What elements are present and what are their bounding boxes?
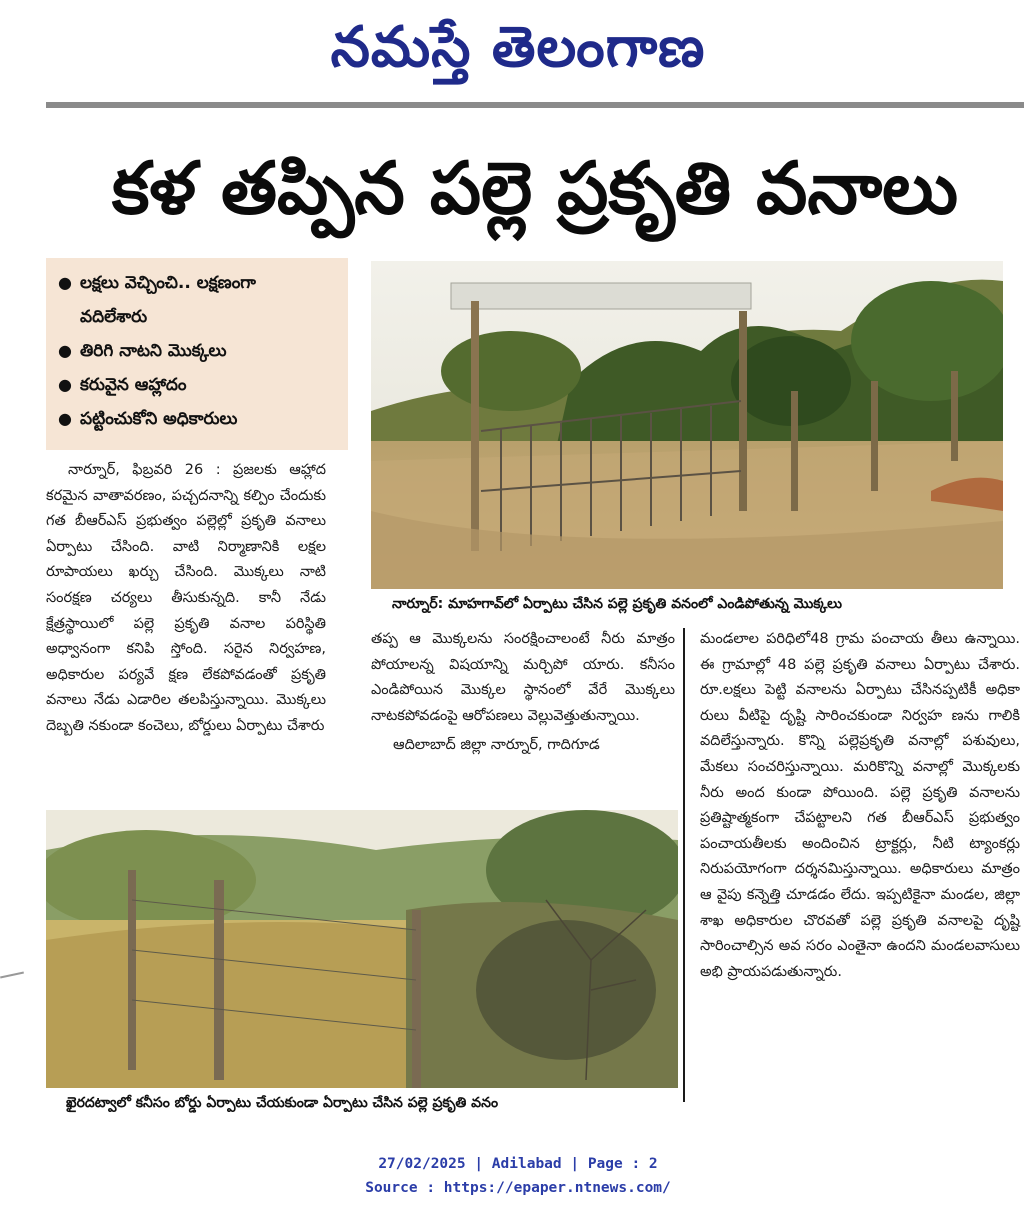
article-paragraph: తప్ప ఆ మొక్కలను సంరక్షించాలంటే నీరు మాత్రం పోయాలన్న విషయాన్ని మర్చిపో యారు. కనీసం ఎండిపోయిన మొక్కల స్థానంలో వేరే మొక్కలు నాటకపోవడంపై ఆరోపణలు వెల్లువెత్తుతున్నాయి. <box>371 631 675 724</box>
photo-khairdatwa-park <box>46 810 678 1088</box>
highlight-item <box>58 402 338 436</box>
highlight-text: పట్టించుకోని అధికారులు <box>80 409 238 429</box>
article-column-3 <box>700 627 1020 985</box>
photo-khairdatwa-image <box>46 810 678 1088</box>
photo-caption-top: నార్నూర్: మాహగావ్‌లో ఏర్పాటు చేసిన పల్లె ప్రకృతి వనంలో ఎండిపోతున్న మొక్కలు <box>392 596 842 612</box>
highlight-text: కరువైన ఆహ్లాదం <box>80 375 187 395</box>
newspaper-masthead: నమస్తే తెలంగాణ <box>330 14 706 80</box>
photo-caption-bottom: ఖైరదట్వాలో కనీసం బోర్డు ఏర్పాటు చేయకుండా ఏర్పాటు చేసిన పల్లె ప్రకృతి వనం <box>66 1095 499 1111</box>
column-separator <box>683 628 685 1102</box>
scan-edge-mark <box>0 972 24 979</box>
highlight-text: లక్షలు వెచ్చించి.. లక్షణంగా వదిలేశారు <box>80 273 256 327</box>
bullet-icon: ● <box>58 375 72 394</box>
highlight-text: తిరిగి నాటని మొక్కలు <box>80 341 227 361</box>
article-paragraph: మండలాల పరిధిలో48 గ్రామ పంచాయ తీలు ఉన్నాయి. ఈ గ్రామాల్లో 48 పల్లె ప్రకృతి వనాలు ఏర్పాటు చేశారు. రూ.లక్షలు పెట్టి వనాలను ఏర్పాటు చేసినప్పటికీ అధికా రులు వీటిపై దృష్టి సారించకుండా నిర్వహ ణను గాలికి వదిలేస్తున్నారు. కొన్ని పల్లెప్రకృతి వనాల్లో పశువులు, మేకలు సంచరిస్తున్నాయి. మరికొన్ని వనాల్లో మొక్కలకు నీరు అంద కుండా పోయింది. పల్లె ప్రకృతి వనాలను ప్రతిష్టాత్మకంగా చేపట్టాలని గత బీఆర్ఎస్ ప్రభుత్వం పంచాయతీలకు అందించిన ట్రాక్టర్లు, నీటి ట్యాంకర్లు నిరుపయోగంగా దర్శనమిస్తున్నాయి. అధికారులు మాత్రం ఆ వైపు కన్నెత్తి చూడడం లేదు. ఇప్పటికైనా మండల, జిల్లా శాఖ అధికారుల చొరవతో పల్లె ప్రకృతి వనాలపై దృష్టి సారించాల్సిన అవ సరం ఎంతైనా ఉందని మండలవాసులు అభి ప్రాయపడుతున్నారు. <box>700 631 1020 980</box>
article-paragraph: ఆదిలాబాద్ జిల్లా నార్నూర్, గాదిగూడ <box>393 737 600 754</box>
footer-date-edition: 27/02/2025 | Adilabad | Page : 2 <box>378 1156 658 1172</box>
bullet-icon: ● <box>58 409 72 428</box>
photo-mahagaon-image <box>371 261 1003 589</box>
article-headline: కళ తప్పిన పల్లె ప్రకృతి వనాలు <box>111 146 959 230</box>
article-paragraph: నార్నూర్, ఫిబ్రవరి 26 : ప్రజలకు ఆహ్లాద కరమైన వాతావరణం, పచ్చదనాన్ని కల్పిం చేందుకు గత బీఆర్ఎస్ ప్రభుత్వం పల్లెల్లో ప్రకృతి వనాలు ఏర్పాటు చేసింది. వాటి నిర్మాణానికి లక్షల రూపాయలు ఖర్చు చేసింది. మొక్కలు నాటి సంరక్షణ చర్యలు తీసుకున్నది. కానీ నేడు క్షేత్రస్థాయిలో పల్లె ప్రకృతి వనాల పరిస్థితి అధ్వానంగా కనిపి స్తోంది. సరైన నిర్వహణ, అధికారుల పర్యవే క్షణ లేకపోవడంతో ప్రకృతి వనాలు నేడు ఎడారిల తలపిస్తున్నాయి. మొక్కలు దెబ్బతి నకుండా కంచెలు, బోర్డులు ఏర్పాటు చేశారు <box>46 462 326 734</box>
masthead-rule <box>46 102 1024 108</box>
highlights-box <box>46 258 348 450</box>
bullet-icon: ● <box>58 273 72 292</box>
bullet-icon: ● <box>58 341 72 360</box>
article-column-2 <box>371 627 675 759</box>
highlight-item <box>58 266 338 334</box>
highlight-item <box>58 368 338 402</box>
article-column-1 <box>46 458 326 740</box>
footer-source-link[interactable]: Source : https://epaper.ntnews.com/ <box>365 1180 671 1196</box>
photo-mahagaon-park <box>371 261 1003 589</box>
highlight-item <box>58 334 338 368</box>
